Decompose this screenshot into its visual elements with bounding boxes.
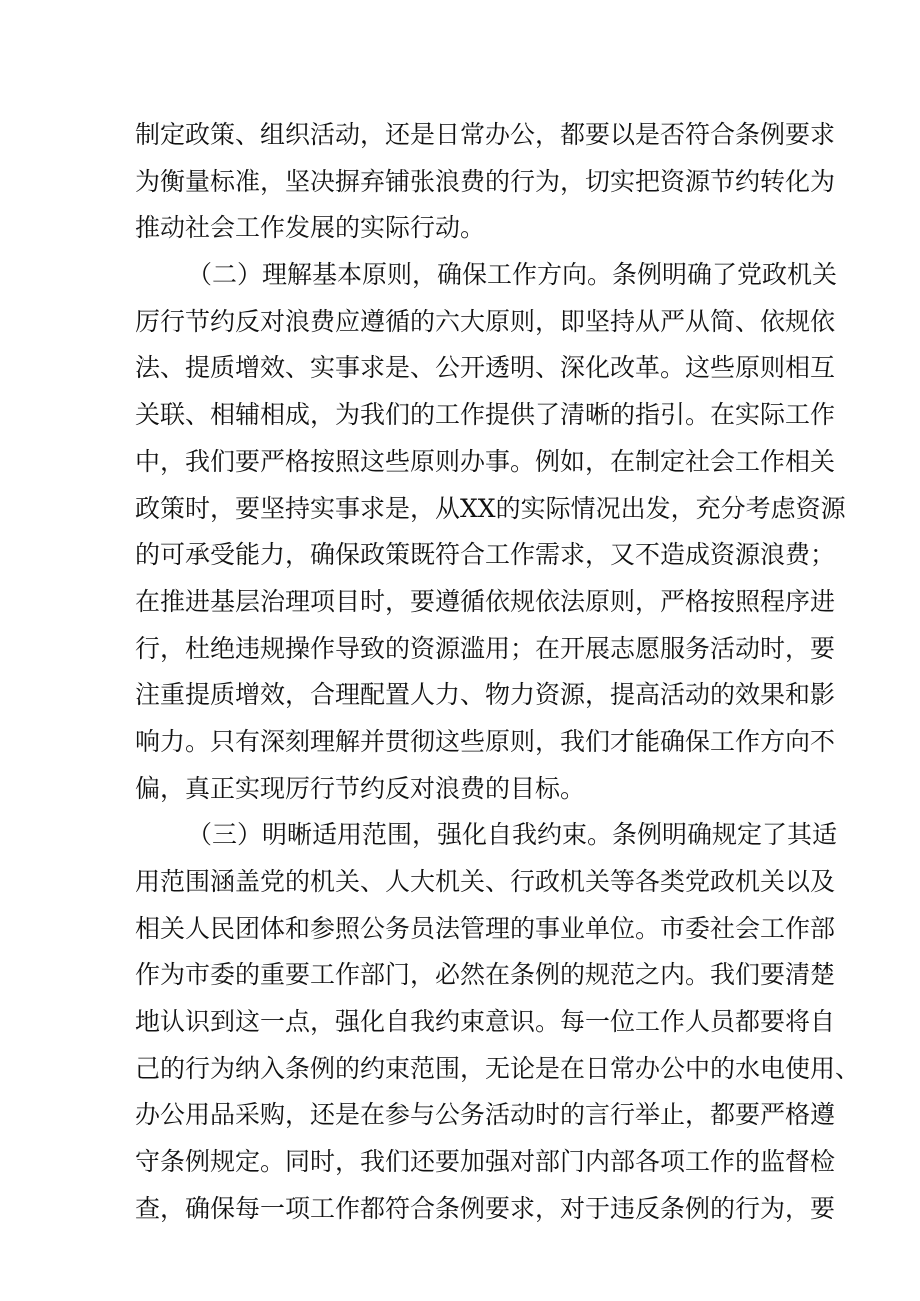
text-line: 推动社会工作发展的实际行动。 xyxy=(135,213,486,243)
text-line: 中，我们要严格按照这些原则办事。例如，在制定社会工作相关 xyxy=(135,446,836,476)
text-line: 相关人民团体和参照公务员法管理的事业单位。市委社会工作部 xyxy=(135,913,836,943)
text-line: 己的行为纳入条例的约束范围，无论是在日常办公中的水电使用、 xyxy=(135,1053,861,1083)
text-line: 偏，真正实现厉行节约反对浪费的目标。 xyxy=(135,773,586,803)
text-line: 的可承受能力，确保政策既符合工作需求，又不造成资源浪费； xyxy=(135,540,836,570)
section-heading-line: （二）理解基本原则，确保工作方向。条例明确了党政机关 xyxy=(187,260,838,290)
text-line: 政策时，要坚持实事求是，从XX的实际情况出发，充分考虑资源 xyxy=(135,493,846,523)
text-line: 查，确保每一项工作都符合条例要求，对于违反条例的行为，要 xyxy=(135,1193,836,1223)
text-line: 制定政策、组织活动，还是日常办公，都要以是否符合条例要求 xyxy=(135,120,836,149)
text-line: 办公用品采购，还是在参与公务活动时的言行举止，都要严格遵 xyxy=(135,1100,836,1130)
text-line: 行，杜绝违规操作导致的资源滥用；在开展志愿服务活动时，要 xyxy=(135,633,836,663)
text-line: 注重提质增效，合理配置人力、物力资源，提高活动的效果和影 xyxy=(135,680,836,710)
text-line: 关联、相辅相成，为我们的工作提供了清晰的指引。在实际工作 xyxy=(135,400,836,430)
text-line: 为衡量标准，坚决摒弃铺张浪费的行为，切实把资源节约转化为 xyxy=(135,166,836,196)
text-line: 用范围涵盖党的机关、人大机关、行政机关等各类党政机关以及 xyxy=(135,867,836,896)
text-line: 响力。只有深刻理解并贯彻这些原则，我们才能确保工作方向不 xyxy=(135,726,836,756)
section-heading-line: （三）明晰适用范围，强化自我约束。条例明确规定了其适 xyxy=(187,820,838,850)
text-line: 守条例规定。同时，我们还要加强对部门内部各项工作的监督检 xyxy=(135,1147,836,1177)
text-line: 厉行节约反对浪费应遵循的六大原则，即坚持从严从简、依规依 xyxy=(135,306,836,336)
text-line: 在推进基层治理项目时，要遵循依规依法原则，严格按照程序进 xyxy=(135,586,836,616)
text-line: 作为市委的重要工作部门，必然在条例的规范之内。我们要清楚 xyxy=(135,960,836,990)
text-line: 法、提质增效、实事求是、公开透明、深化改革。这些原则相互 xyxy=(135,353,836,383)
document-body xyxy=(135,117,861,1238)
text-line: 地认识到这一点，强化自我约束意识。每一位工作人员都要将自 xyxy=(135,1007,836,1037)
